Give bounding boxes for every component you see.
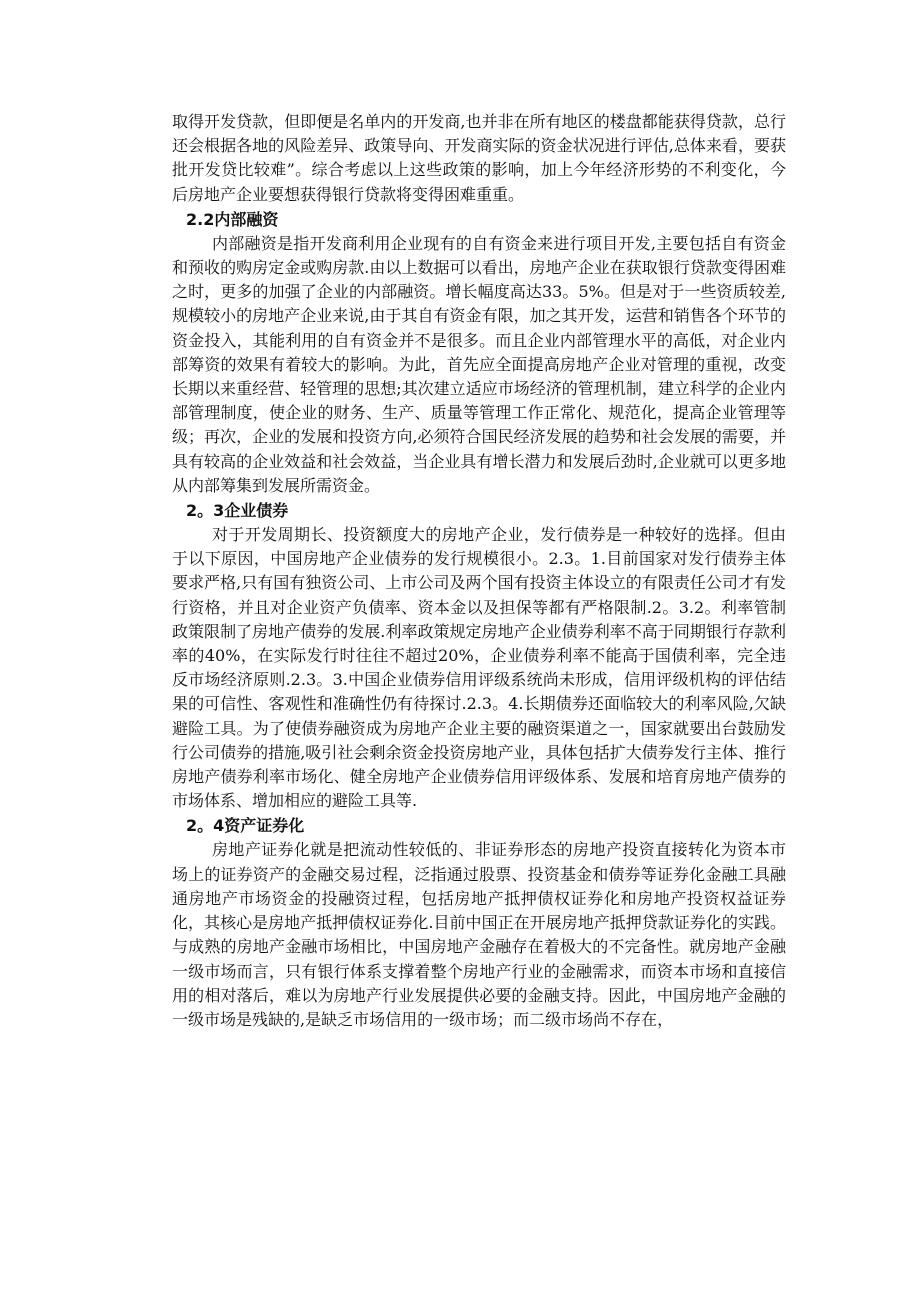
section-heading-2-2: 2.2内部融资 bbox=[186, 209, 279, 229]
section-heading-2-3: 2。3企业债券 bbox=[186, 501, 289, 521]
paragraph-corporate-bonds: 对于开发周期长、投资额度大的房地产企业，发行债券是一种较好的选择。但由于以下原因，中国房地产企业债券的发行规模很小。2.3。1.目前国家对发行债券主体要求严格,只有国有独资公司、上市公司及两个国有投资主体设立的有限责任公司才有发行资格，并且对企业资产负债率、资本金以及担保等都有严格限制.2。3.2。利率管制政策限制了房地产债券的发展.利率政策规定房地产企业债券利率不高于同期银行存款利率的40%，在实际发行时往往不超过20%，企业债券利率不能高于国债利率，完全违反市场经济原则.2.3。3.中国企业债券信用评级系统尚未形成，信用评级机构的评估结果的可信性、客观性和准确性仍有待探讨.2.3。4.长期债券还面临较大的利率风险,欠缺避险工具。为了使债券融资成为房地产企业主要的融资渠道之一，国家就要出台鼓励发行公司债券的措施,吸引社会剩余资金投资房地产业，具体包括扩大债券发行主体、推行房地产债券利率市场化、健全房地产企业债券信用评级体系、发展和培育房地产债券的市场体系、增加相应的避险工具等. bbox=[172, 525, 786, 811]
paragraph-continuation: 取得开发贷款，但即便是名单内的开发商,也并非在所有地区的楼盘都能获得贷款，总行还会根据各地的风险差异、政策导向、开发商实际的资金状况进行评估,总体来看，要获批开发贷比较难”。综合考虑以上这些政策的影响，加上今年经济形势的不利变化，今后房地产企业要想获得银行贷款将变得困难重重。 bbox=[172, 112, 786, 204]
paragraph-asset-securitization: 房地产证券化就是把流动性较低的、非证券形态的房地产投资直接转化为资本市场上的证券资产的金融交易过程，泛指通过股票、投资基金和债券等证券化金融工具融通房地产市场资金的投融资过程，包括房地产抵押债权证券化和房地产投资权益证券化，其核心是房地产抵押债权证券化.目前中国正在开展房地产抵押贷款证券化的实践。与成熟的房地产金融市场相比，中国房地产金融存在着极大的不完备性。就房地产金融一级市场而言，只有银行体系支撑着整个房地产行业的金融需求，而资本市场和直接信用的相对落后，难以为房地产行业发展提供必要的金融支持。因此，中国房地产金融的一级市场是残缺的,是缺乏市场信用的一级市场；而二级市场尚不存在， bbox=[172, 840, 786, 1029]
document-page bbox=[172, 110, 786, 1032]
paragraph-internal-financing: 内部融资是指开发商利用企业现有的自有资金来进行项目开发,主要包括自有资金和预收的购房定金或购房款.由以上数据可以看出，房地产企业在获取银行贷款变得困难之时，更多的加强了企业的内部融资。增长幅度高达33。5%。但是对于一些资质较差,规模较小的房地产企业来说,由于其自有资金有限，加之其开发，运营和销售各个环节的资金投入，其能利用的自有资金并不是很多。而且企业内部管理水平的高低，对企业内部筹资的效果有着较大的影响。为此，首先应全面提高房地产企业对管理的重视，改变长期以来重经营、轻管理的思想;其次建立适应市场经济的管理机制，建立科学的企业内部管理制度，使企业的财务、生产、质量等管理工作正常化、规范化，提高企业管理等级；再次，企业的发展和投资方向,必须符合国民经济发展的趋势和社会发展的需要，并具有较高的企业效益和社会效益，当企业具有增长潜力和发展后劲时,企业就可以更多地从内部筹集到发展所需资金。 bbox=[172, 233, 786, 495]
section-heading-2-4: 2。4资产证券化 bbox=[186, 816, 305, 836]
